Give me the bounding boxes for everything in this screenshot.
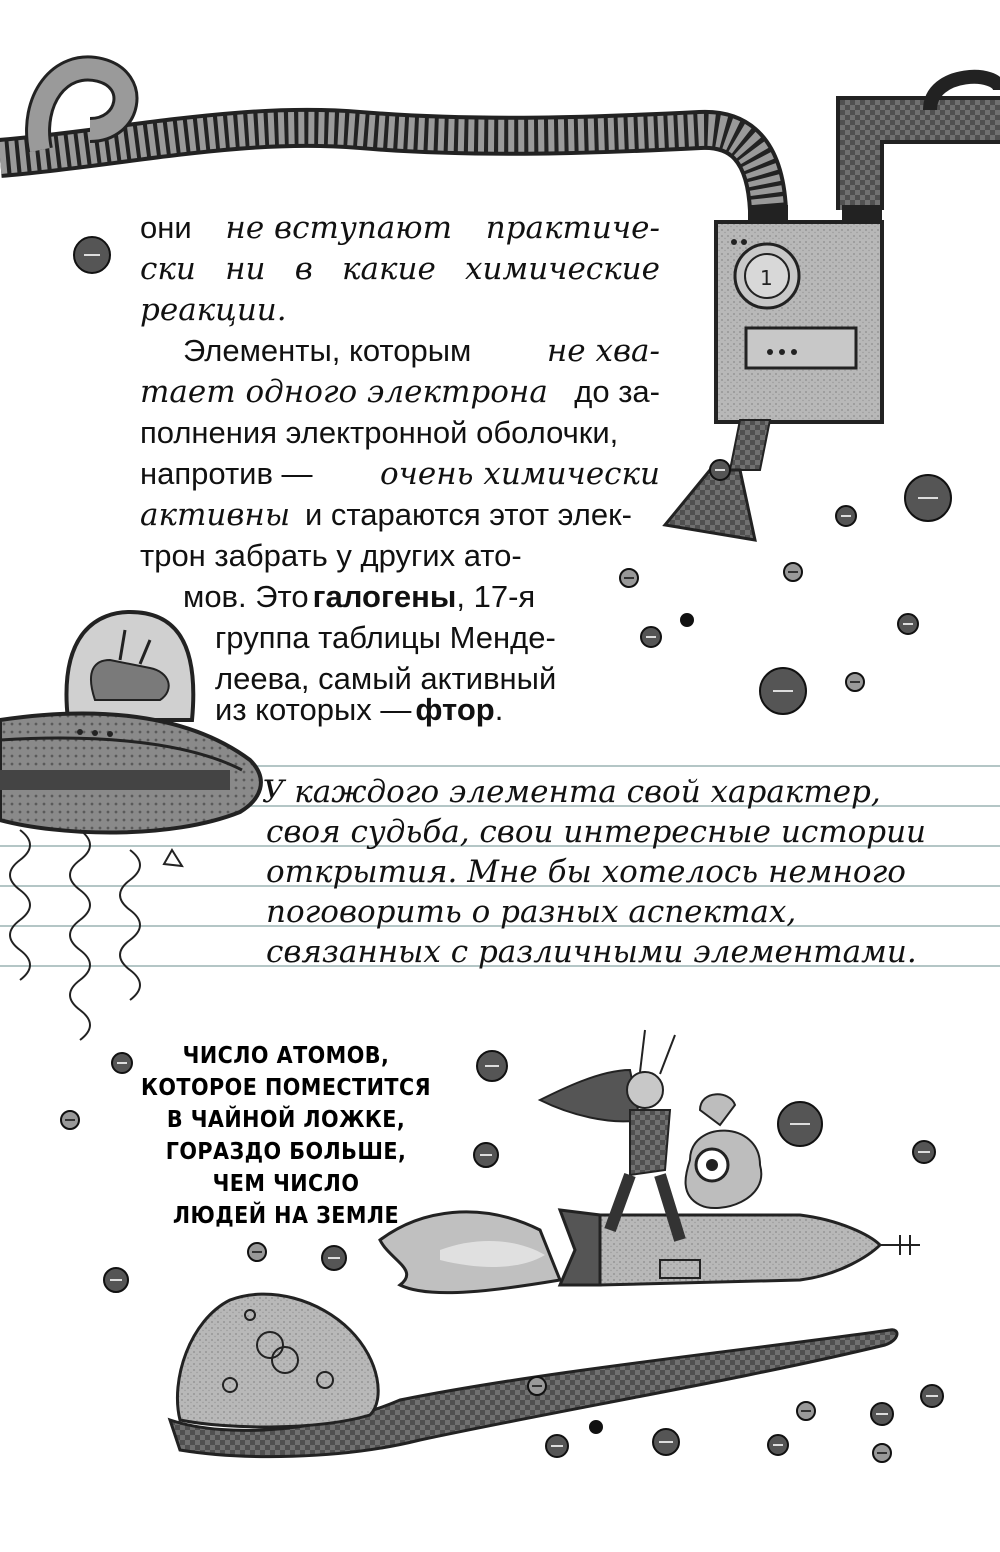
paragraph-2-line-6: трон забрать у других ато-	[140, 538, 522, 573]
paragraph-2-line-3: полнения электронной оболочки,	[140, 415, 619, 450]
paragraph-2-line-2: тает одного электрона до за-	[140, 374, 660, 410]
quote-line-4: поговорить о разных аспектах,	[266, 894, 797, 930]
svg-text:1: 1	[760, 266, 773, 290]
paragraph-2-line-4: напротив — очень химически	[140, 456, 660, 492]
paragraph-2-line-9: леева, самый активный	[215, 661, 557, 696]
paragraph-2-line-1: Элементы, которым не хва-	[183, 333, 660, 369]
quote-line-5: связанных с различными элементами.	[266, 934, 917, 970]
decorative-pipe	[0, 68, 1000, 227]
paragraph-2-line-7: мов. Это галогены , 17-я	[183, 579, 536, 614]
electron-machine	[665, 222, 882, 540]
quote-line-1: У каждого элемента свой характер,	[262, 774, 881, 810]
rocket-with-girl-and-alien	[380, 1030, 920, 1293]
fact-callout	[135, 1040, 437, 1232]
callout-line-5: ЧЕМ ЧИСЛО	[212, 1171, 360, 1197]
paragraph-1-line-1: они не вступают практиче-	[140, 210, 660, 246]
callout-line-6: ЛЮДЕЙ НА ЗЕМЛЕ	[172, 1203, 400, 1229]
paragraph-2-line-10: из которых — фтор .	[215, 692, 504, 727]
callout-line-1: ЧИСЛО АТОМОВ,	[182, 1043, 390, 1069]
callout-line-2: КОТОРОЕ ПОМЕСТИТСЯ	[141, 1075, 431, 1101]
paragraph-2-line-8: группа таблицы Менде-	[215, 620, 556, 655]
quote-line-2: своя судьба, свои интересные истории	[266, 814, 927, 850]
paragraph-2-line-5: активны и стараются этот элек-	[140, 497, 632, 533]
paragraph-1-line-2: ски ни в какие химические	[140, 251, 660, 287]
quote-line-3: открытия. Мне бы хотелось немного	[266, 854, 906, 890]
teaspoon-with-atoms	[170, 1294, 897, 1456]
callout-line-3: В ЧАЙНОЙ ЛОЖКЕ,	[166, 1107, 406, 1133]
callout-line-4: ГОРАЗДО БОЛЬШЕ,	[165, 1139, 407, 1165]
paragraph-1-line-3: реакции.	[140, 292, 287, 328]
